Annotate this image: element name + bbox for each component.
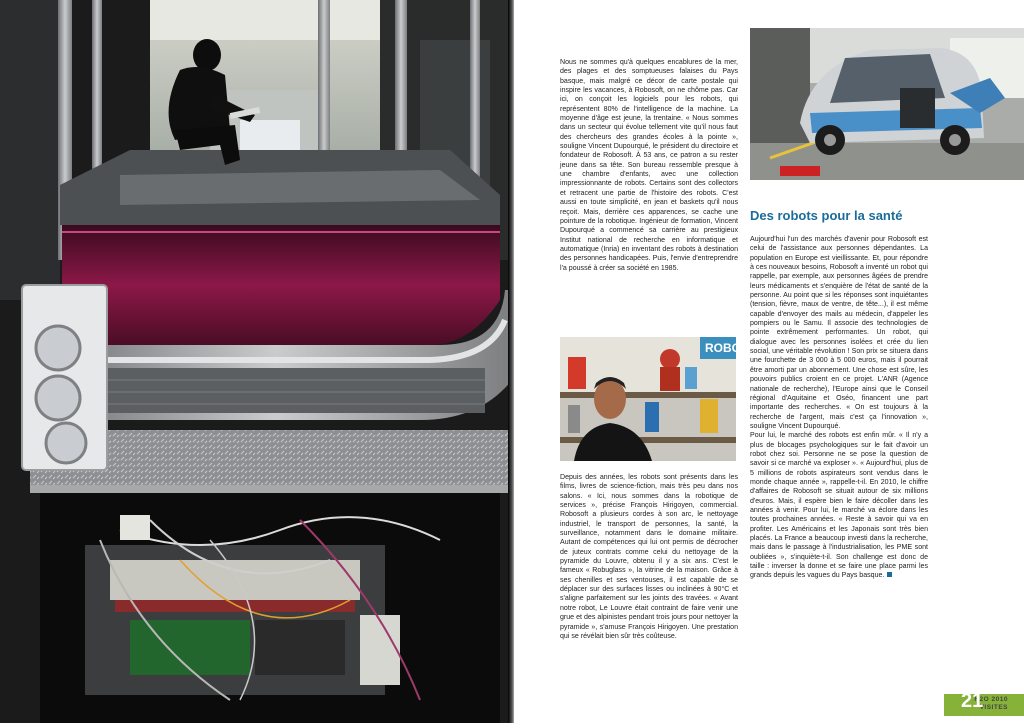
section-heading: Des robots pour la santé xyxy=(750,208,903,223)
paragraph-services: Depuis des années, les robots sont présents dans les films, livres de science-fiction, mais très peu dans nos salons. « Ici, nous sommes dans la robotique de services », précise François Hirigoyen, commercial. Robosoft a plusieurs cordes à son arc, le nettoyage industriel, le transport de personnes, la santé, la surveillance, notamment dans le domaine militaire. Autant de compétences qui lui ont permis de décrocher de juteux contrats comme celui du nettoyage de la pyramide du Louvre, obtenu il y a six ans. C'est le fameux « Robuglass », la vitrine de la maison. Grâce à ses chenilles et ses ventouses, il est capable de se déplacer sur des surfaces lisses ou inclinées à 90°C et s'aligne parfaitement sur les joints des travées. « Avant notre robot, Le Louvre était contraint de faire venir une grue et des alpinistes pendant trois jours pour nettoyer la pyramide », s'amuse François Hirigoyen. Une prestation qui se révélait bien sûr très coûteuse. xyxy=(560,474,738,640)
shelf-sign: ROBO xyxy=(705,341,741,355)
end-of-article-mark xyxy=(887,572,892,577)
article-column-1-bottom xyxy=(560,473,738,641)
light-module xyxy=(22,285,107,470)
electronics-bay xyxy=(40,493,500,723)
article-column-1-top xyxy=(560,58,738,273)
magazine-brand: H2O 2010 VISITES xyxy=(974,696,1008,711)
portrait-photo xyxy=(560,337,741,461)
paragraph-market: Pour lui, le marché des robots est enfin mûr. « Il n'y a plus de blocages psychologiques sur le fait d'avoir un robot chez soi. Personne ne se pose la question de savoir si ce marché va exploser ». « Aujourd'hui, plus de 5 millions de robots aspirateurs sont vendus dans le monde chaque année », rappelle-t-il. En 2010, le chiffre d'affaires de Robosoft se situait autour de six millions d'euros. Mais, il espère bien le faire décoller dans les années à venir. Pour lui, le marché va éclore dans les toutes prochaines années. « Reste à savoir qui va en profiter. Les Américains et les Japonais sont très bien placés. La France a beaucoup investi dans la recherche, mais dans le passage à l'industrialisation, les PME sont oubliées », s'inquiète-t-il. Son challenge est donc de taille : inverser la donne et se faire une place parmi les grands depuis les vagues du Pays basque. xyxy=(750,432,928,580)
right-page xyxy=(514,0,1024,723)
electric-car-photo xyxy=(750,28,1024,180)
article-column-2 xyxy=(750,235,928,581)
page-number: 21 xyxy=(961,690,984,712)
paragraph-health: Aujourd'hui l'un des marchés d'avenir pour Robosoft est celui de l'assistance aux personnes dépendantes. La population en Europe est vieillissante. Et, pour répondre à ces nouveaux besoins, Robosoft a inventé un robot qui rappelle, par exemple, aux personnes âgées de prendre leurs médicaments et s'enquière de l'état de santé de la personne. Au point que si les réponses sont inquiétantes (tension, fièvre, maux de ventre, de tête...), il est même capable d'envoyer des mails au médecin, d'appeler les pompiers ou le Samu. Il associe des technologies de pointe extrêmement performantes. Un robot, qui dialogue avec les personnes isolées et crée du lien social, une véritable révolution ! Son prix se situera dans une fourchette de 3 000 à 5 000 euros, mais il pourrait être amorti par un abonnement. Une chose est sûre, les pouvoirs publics croient en ce projet. L'ANR (Agence nationale de recherche), l'Europe ainsi que le Conseil régional d'Aquitaine et Oséo, financent une part importante des recherches. « On est toujours à la recherche de l'argent, mais c'est ça l'innovation », souligne Vincent Dupourqué. xyxy=(750,236,928,430)
paragraph-intro: Nous ne sommes qu'à quelques encablures de la mer, des plages et des somptueuses falaises du Pays basque, mais malgré ce décor de carte postale qui inspire les vacances, à Robosoft, on ne chôme pas. Car ici, on conçoit les logiciels pour les robots, qui représentent 80% de l'intelligence de la machine. La moyenne d'âge est jeune, la trentaine. « Nous sommes dans un secteur qui évolue tellement vite qu'il nous faut des chercheurs des grandes écoles à la pointe », souligne Vincent Dupourqué, le président du directoire et fondateur de Robosoft. À 53 ans, ce patron a su rester jeune dans sa tête. Son bureau ressemble presque à une chambre d'enfants, avec une collection impressionnante de robots. Certains sont des collectors et retracent une partie de l'histoire des robots. C'est aussi en toute simplicité, en jean et baskets qu'il nous reçoit. Mais, derrière ces apparences, se cache une pointure de la robotique. Ingénieur de formation, Vincent Dupourqué a commencé sa carrière au prestigieux Institut national de recherche en informatique et automatique (Inria) en inventant des robots à destination des personnes handicapées. Puis, l'envie d'entreprendre l'a poussé à créer sa société en 1985. xyxy=(560,59,738,272)
left-page-photo xyxy=(0,0,512,723)
robot-machine-photo xyxy=(0,0,512,723)
